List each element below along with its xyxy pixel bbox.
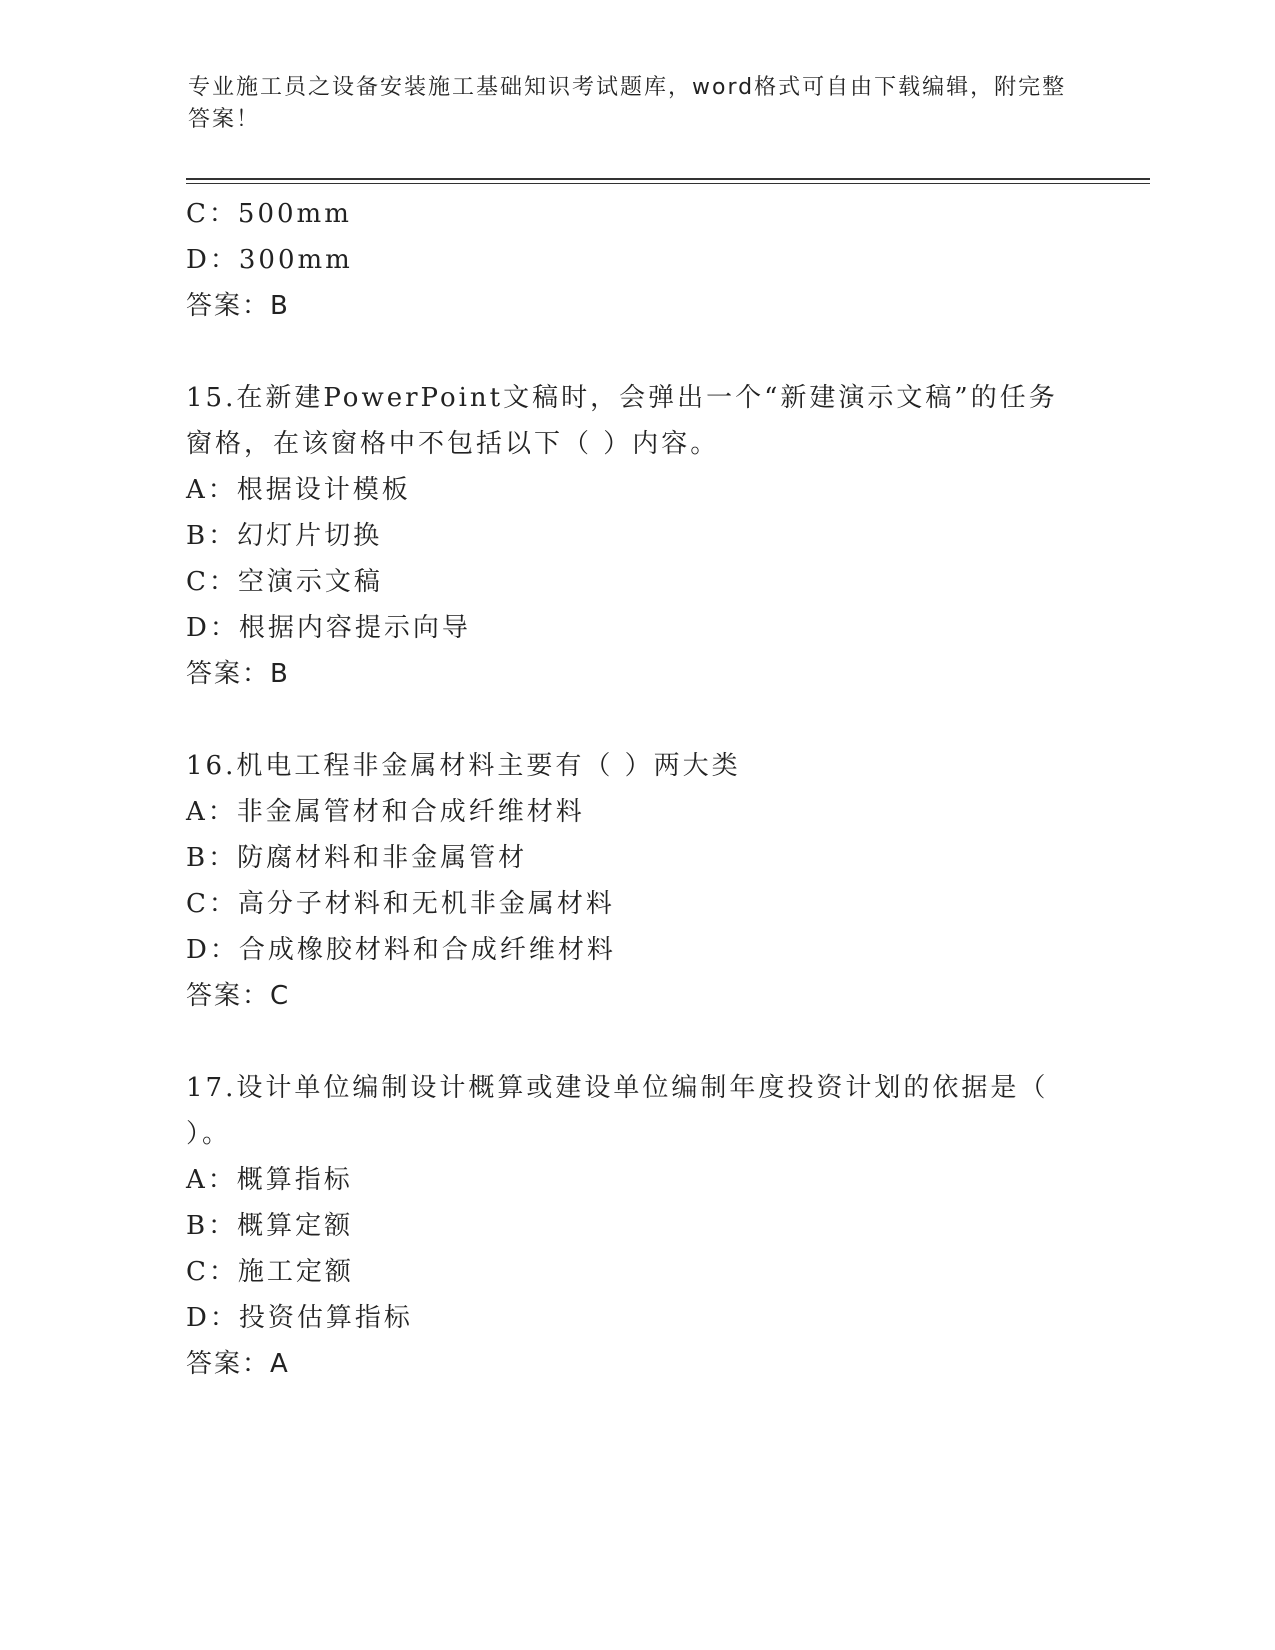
option-text: 合成橡胶材料和合成纤维材料 xyxy=(238,935,616,965)
answer-value: B xyxy=(270,659,290,689)
option-row xyxy=(186,789,1086,835)
question-block-15 xyxy=(186,375,1086,697)
answer-prefix: 答案： xyxy=(186,1349,271,1379)
question-stem xyxy=(186,743,1086,789)
answer-prefix: 答案： xyxy=(186,659,271,689)
option-separator: ： xyxy=(208,843,238,873)
option-text: 空演示文稿 xyxy=(237,567,383,597)
question-number-separator: . xyxy=(225,383,237,413)
option-row xyxy=(186,881,1086,927)
option-text: 概算指标 xyxy=(236,1165,353,1195)
answer-row xyxy=(186,973,1086,1019)
option-row xyxy=(186,513,1086,559)
option-letter: D xyxy=(186,245,210,275)
question-number: 16 xyxy=(186,751,226,781)
option-separator: ： xyxy=(208,1211,238,1241)
option-letter: C xyxy=(186,889,209,919)
question-stem xyxy=(186,375,1086,467)
option-letter: B xyxy=(186,843,209,873)
option-row xyxy=(186,191,1086,237)
question-text: 机电工程非金属材料主要有（ ）两大类 xyxy=(236,751,741,781)
option-text: 施工定额 xyxy=(237,1257,354,1287)
question-number-separator: . xyxy=(225,1073,237,1103)
answer-row xyxy=(186,651,1086,697)
option-letter: C xyxy=(186,1257,209,1287)
question-text: 设计单位编制设计概算或建设单位编制年度投资计划的依据是（ ）。 xyxy=(186,1073,1049,1149)
option-separator: ： xyxy=(208,199,238,229)
option-text: 概算定额 xyxy=(237,1211,354,1241)
option-text: 高分子材料和无机非金属材料 xyxy=(237,889,615,919)
question-gap xyxy=(186,697,1086,743)
option-separator: ： xyxy=(208,1257,238,1287)
question-text: 在新建PowerPoint文稿时，会弹出一个“新建演示文稿”的任务窗格，在该窗格中不包括以下（ ）内容。 xyxy=(186,383,1058,459)
option-text: 根据内容提示向导 xyxy=(238,613,471,643)
option-separator: ： xyxy=(208,567,238,597)
answer-value: C xyxy=(270,981,291,1011)
option-separator: ： xyxy=(209,245,239,275)
option-separator: ： xyxy=(207,797,237,827)
option-separator: ： xyxy=(208,889,238,919)
option-letter: A xyxy=(186,1165,208,1195)
option-separator: ： xyxy=(209,613,239,643)
question-gap xyxy=(186,1019,1086,1065)
question-stem xyxy=(186,1065,1086,1157)
option-letter: B xyxy=(186,1211,209,1241)
option-text: 投资估算指标 xyxy=(238,1303,413,1333)
option-letter: C xyxy=(186,199,209,229)
option-letter: D xyxy=(186,1303,210,1333)
option-row xyxy=(186,927,1086,973)
option-row xyxy=(186,237,1086,283)
header-text: 专业施工员之设备安装施工基础知识考试题库，word格式可自由下载编辑，附完整答案！ xyxy=(188,75,1067,132)
answer-row xyxy=(186,283,1086,329)
question-block-16 xyxy=(186,743,1086,1019)
option-text: 防腐材料和非金属管材 xyxy=(237,843,528,873)
option-row xyxy=(186,835,1086,881)
page-header xyxy=(188,72,1068,136)
option-separator: ： xyxy=(208,521,238,551)
question-block-17 xyxy=(186,1065,1086,1387)
option-row xyxy=(186,1157,1086,1203)
option-row xyxy=(186,1249,1086,1295)
answer-value: A xyxy=(270,1349,290,1379)
answer-prefix: 答案： xyxy=(186,981,271,1011)
header-divider-thick xyxy=(186,178,1150,180)
option-letter: A xyxy=(186,475,208,505)
answer-prefix: 答案： xyxy=(186,291,271,321)
option-row xyxy=(186,467,1086,513)
question-gap xyxy=(186,329,1086,375)
header-divider-thin xyxy=(186,183,1150,184)
option-separator: ： xyxy=(207,475,237,505)
question-content xyxy=(186,191,1086,1387)
option-row xyxy=(186,1203,1086,1249)
option-text: 根据设计模板 xyxy=(236,475,411,505)
option-text: 幻灯片切换 xyxy=(237,521,383,551)
option-separator: ： xyxy=(207,1165,237,1195)
question-number-separator: . xyxy=(225,751,237,781)
option-letter: D xyxy=(186,613,210,643)
option-separator: ： xyxy=(209,935,239,965)
option-letter: D xyxy=(186,935,210,965)
question-number: 15 xyxy=(186,383,226,413)
question-number: 17 xyxy=(186,1073,226,1103)
option-row xyxy=(186,605,1086,651)
answer-row xyxy=(186,1341,1086,1387)
option-letter: A xyxy=(186,797,208,827)
option-letter: B xyxy=(186,521,209,551)
option-text: 非金属管材和合成纤维材料 xyxy=(236,797,585,827)
option-row xyxy=(186,559,1086,605)
answer-value: B xyxy=(270,291,290,321)
prev-question-block xyxy=(186,191,1086,329)
option-letter: C xyxy=(186,567,209,597)
option-separator: ： xyxy=(209,1303,239,1333)
option-row xyxy=(186,1295,1086,1341)
option-text: 300mm xyxy=(238,245,353,275)
option-text: 500mm xyxy=(237,199,352,229)
